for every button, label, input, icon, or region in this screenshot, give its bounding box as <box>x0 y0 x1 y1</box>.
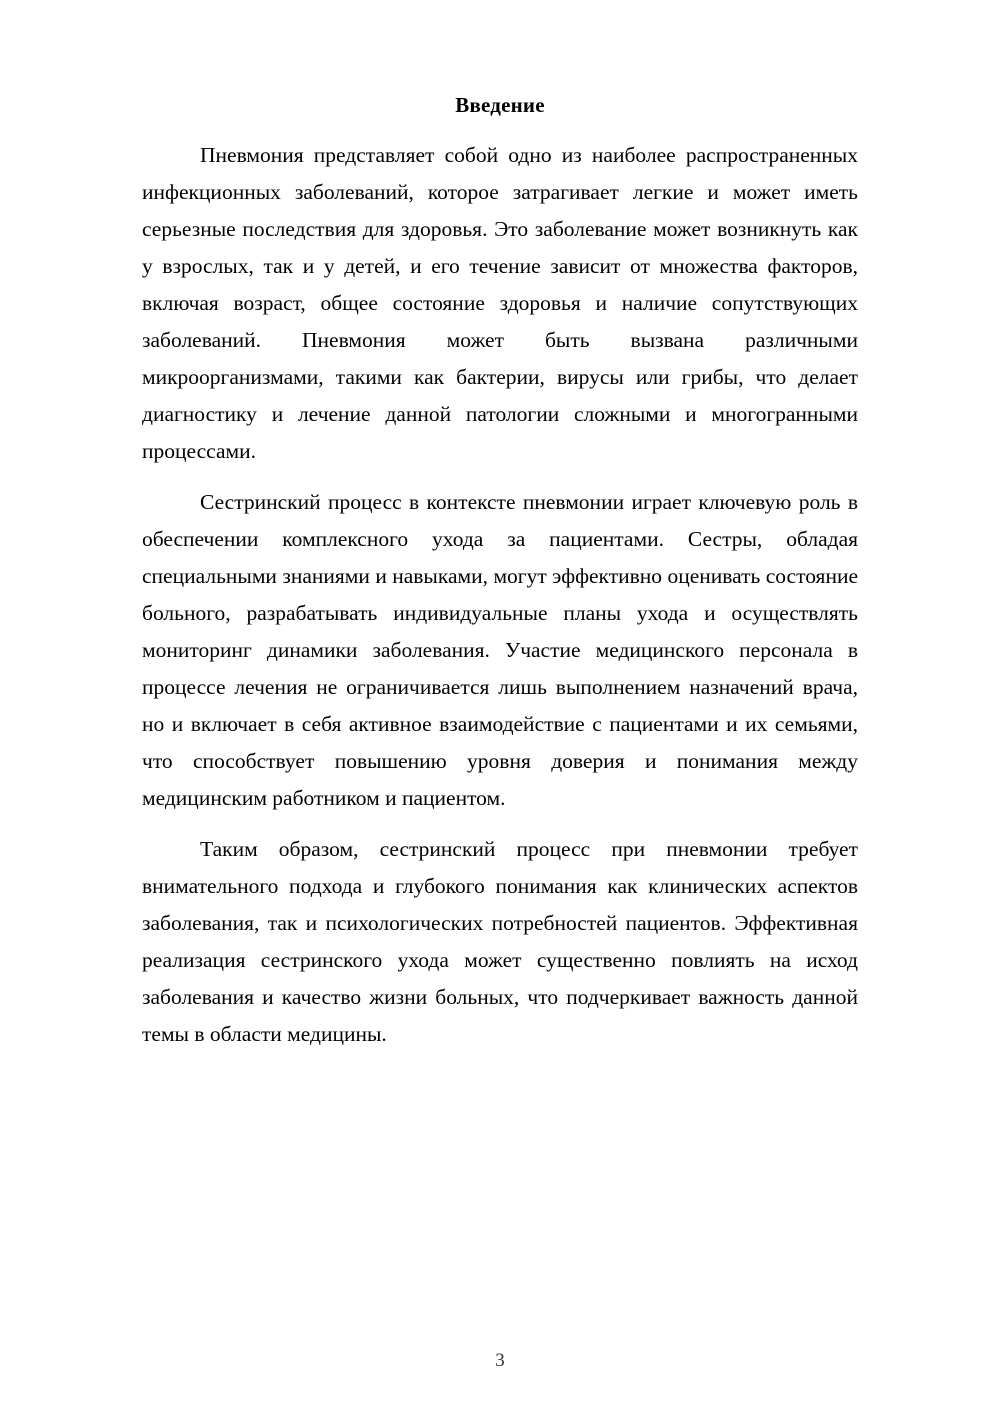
paragraph-3: Таким образом, сестринский процесс при пневмонии требует внимательного подхода и глубокого понимания как клинических аспектов заболевания, так и психологических потребностей пациентов. Эффективная реализация сестринского ухода может существенно повлиять на исход заболевания и качество жизни больных, что подчеркивает важность данной темы в области медицины. <box>142 836 858 1046</box>
paragraph-2: Сестринский процесс в контексте пневмонии играет ключевую роль в обеспечении комплексного ухода за пациентами. Сестры, обладая специальными знаниями и навыками, могут эффективно оценивать состояние больного, разрабатывать индивидуальные планы ухода и осуществлять мониторинг динамики заболевания. Участие медицинского персонала в процессе лечения не ограничивается лишь выполнением назначений врача, но и включает в себя активное взаимодействие с пациентами и их семьями, что способствует повышению уровня доверия и понимания между медицинским работником и пациентом. <box>142 490 858 810</box>
page-number: 3 <box>495 1350 505 1371</box>
paragraph-1: Пневмония представляет собой одно из наиболее распространенных инфекционных заболеваний, которое затрагивает легкие и может иметь серьезные последствия для здоровья. Это заболевание может возникнуть как у взрослых, так и у детей, и его течение зависит от множества факторов, включая возраст, общее состояние здоровья и наличие сопутствующих заболеваний. Пневмония может быть вызвана различными микроорганизмами, такими как бактерии, вирусы или грибы, что делает диагностику и лечение данной патологии сложными и многогранными процессами. <box>142 143 858 464</box>
page-title: Введение <box>455 93 545 117</box>
